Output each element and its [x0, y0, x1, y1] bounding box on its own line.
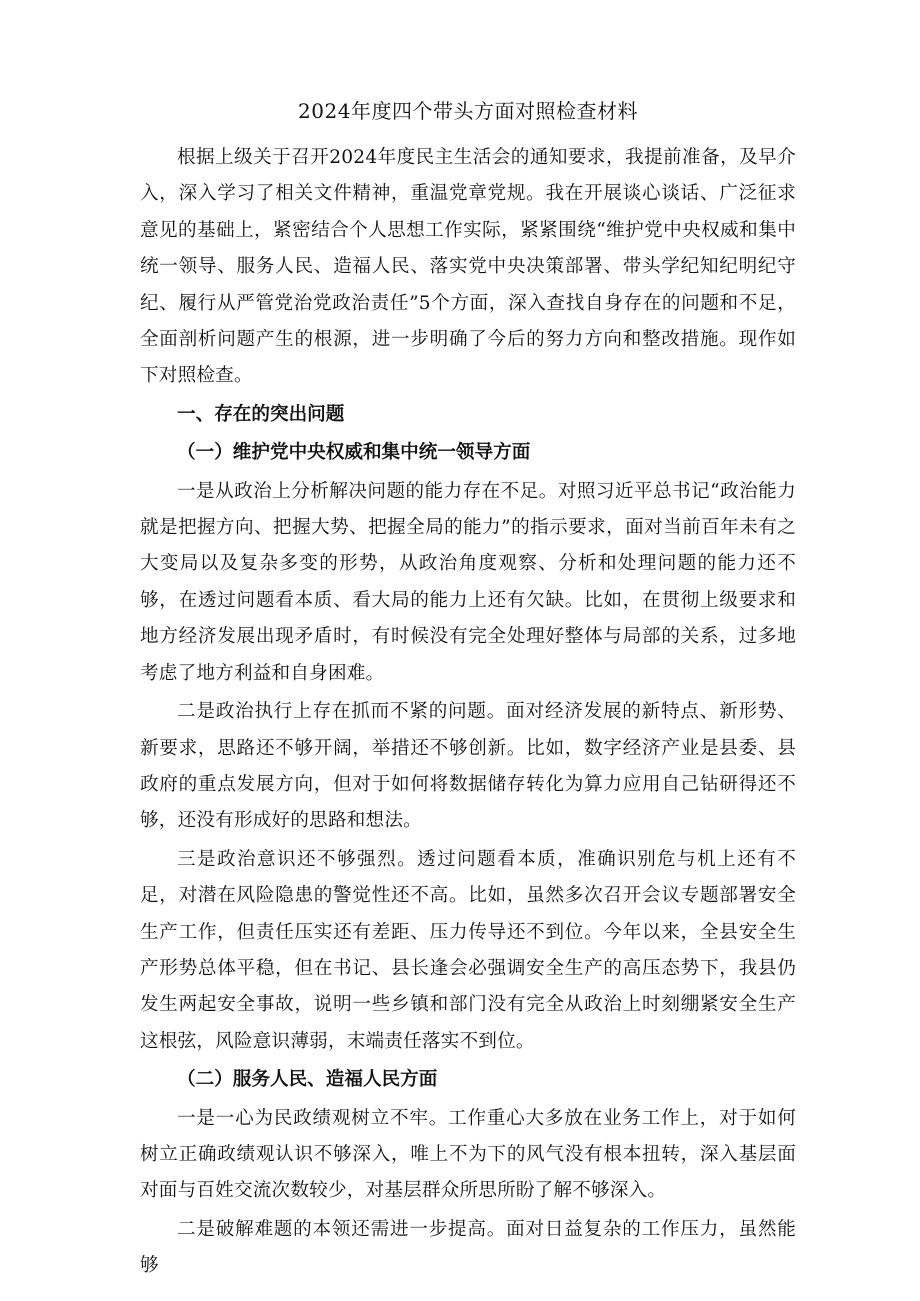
- document-title: 2024年度四个带头方面对照检查材料: [298, 99, 638, 123]
- paragraph-political-analysis: 一是从政治上分析解决问题的能力存在不足。对照习近平总书记“政治能力就是把握方向、把握大势、把握全局的能力”的指示要求，面对当前百年未有之大变局以及复杂多变的形势，从政治角度观察、分析和处理问题的能力还不够，在透过问题看本质、看大局的能力上还有欠缺。比如，在贯彻上级要求和地方经济发展出现矛盾时，有时候没有完全处理好整体与局部的关系，过多地考虑了地方利益和自身困难。: [140, 480, 796, 684]
- document-page: [140, 96, 796, 1287]
- subsection-heading-party-authority: （一）维护党中央权威和集中统一领导方面: [177, 442, 531, 464]
- paragraph-political-execution: 二是政治执行上存在抓而不紧的问题。面对经济发展的新特点、新形势、新要求，思路还不够开阔，举措还不够创新。比如，数字经济产业是县委、县政府的重点发展方向，但对于如何将数据储存转化为算力应用自己钻研得还不够，还没有形成好的思路和想法。: [140, 701, 796, 832]
- section-heading-problems: 一、存在的突出问题: [177, 403, 345, 425]
- paragraph-political-awareness: 三是政治意识还不够强烈。透过问题看本质，准确识别危与机上还有不足，对潜在风险隐患的警觉性还不高。比如，虽然多次召开会议专题部署安全生产工作，但责任压实还有差距、压力传导还不到位。今年以来，全县安全生产形势总体平稳，但在书记、县长逢会必强调安全生产的高压态势下，我县仍发生两起安全事故，说明一些乡镇和部门没有完全从政治上时刻绷紧安全生产这根弦，风险意识薄弱，末端责任落实不到位。: [140, 848, 796, 1052]
- intro-paragraph: 根据上级关于召开2024年度民主生活会的通知要求，我提前准备，及早介入，深入学习了相关文件精神，重温党章党规。我在开展谈心谈话、广泛征求意见的基础上，紧密结合个人思想工作实际，紧紧围绕“维护党中央权威和集中统一领导、服务人民、造福人民、落实党中央决策部署、带头学纪知纪明纪守纪、履行从严管党治党政治责任”5个方面，深入查找自身存在的问题和不足，全面剖析问题产生的根源，进一步明确了今后的努力方向和整改措施。现作如下对照检查。: [140, 147, 796, 387]
- subsection-heading-serving-people: （二）服务人民、造福人民方面: [177, 1069, 438, 1091]
- paragraph-problem-solving: 二是破解难题的本领还需进一步提高。面对日益复杂的工作压力，虽然能够: [140, 1218, 796, 1277]
- paragraph-performance-view: 一是一心为民政绩观树立不牢。工作重心大多放在业务工作上，对于如何树立正确政绩观认识不够深入，唯上不为下的风气没有根本扭转，深入基层面对面与百姓交流次数较少，对基层群众所思所盼了解不够深入。: [140, 1107, 796, 1202]
